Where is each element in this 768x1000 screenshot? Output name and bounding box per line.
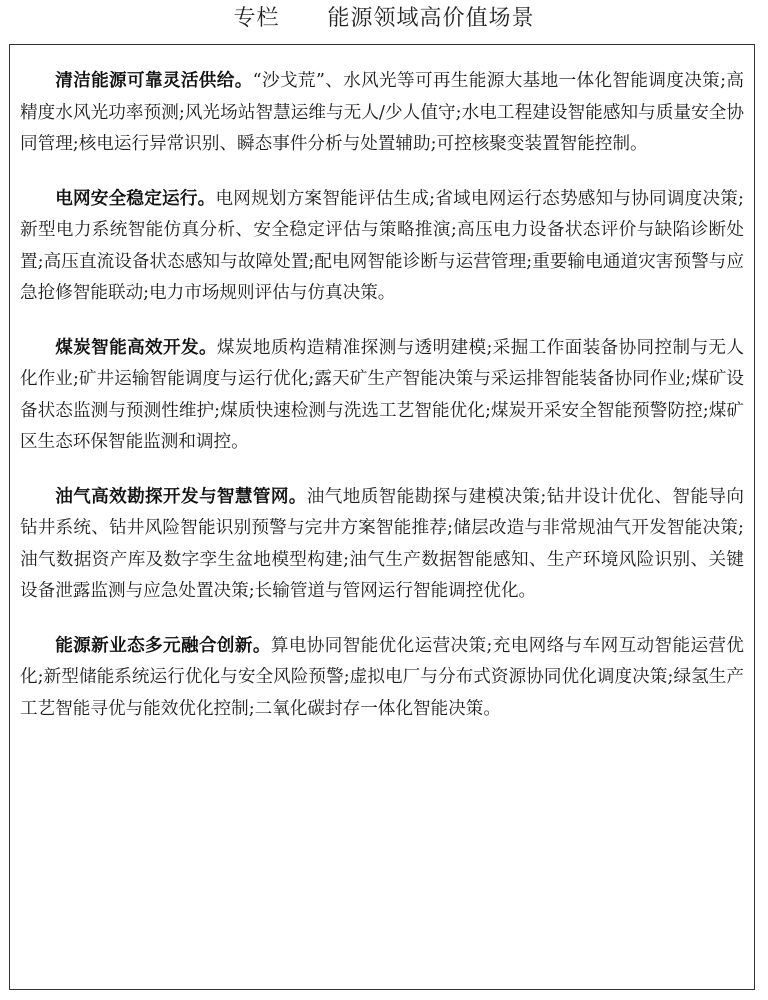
section-body: 煤炭地质构造精准探测与透明建模;采掘工作面装备协同控制与无人化作业;矿井运输智能调度与运行优化;露天矿生产智能决策与采运排智能装备协同作业;煤矿设备状态监测与预测性维护;煤质快速检测与洗选工艺智能优化;煤炭开采安全智能预警防控;煤矿区生态环保智能监测和调控。 <box>20 337 744 452</box>
section-heading: 电网安全稳定运行。 <box>55 187 216 209</box>
section-clean-energy <box>20 65 744 161</box>
section-body: 油气地质智能勘探与建模决策;钻井设计优化、智能导向钻井系统、钻井风险智能识别预警与完井方案智能推荐;储层改造与非常规油气开发智能决策;油气数据资产库及数字孪生盆地模型构建;油气生产数据智能感知、生产环境风险识别、关键设备泄露监测与应急处置决策;长输管道与管网运行智能调控优化。 <box>20 486 744 601</box>
section-heading: 油气高效勘探开发与智慧管网。 <box>55 485 307 507</box>
section-oil-gas <box>20 481 744 608</box>
section-heading: 清洁能源可靠灵活供给。 <box>55 70 253 91</box>
section-power-grid <box>20 183 744 310</box>
section-body: “沙戈荒”、水风光等可再生能源大基地一体化智能调度决策;高精度水风光功率预测;风光场站智慧运维与无人/少人值守;水电工程建设智能感知与质量安全协同管理;核电运行异常识别、瞬态事件分析与处置辅助;可控核聚变装置智能控制。 <box>20 71 744 154</box>
section-coal <box>20 332 744 459</box>
feature-box <box>9 44 755 990</box>
section-body: 电网规划方案智能评估生成;省域电网运行态势感知与协同调度决策;新型电力系统智能仿真分析、安全稳定评估与策略推演;高压电力设备状态评价与缺陷诊断处置;高压直流设备状态感知与故障处置;配电网智能诊断与运营管理;重要输电通道灾害预警与应急抢修智能联动;电力市场规则评估与仿真决策。 <box>20 188 744 303</box>
section-body: 算电协同智能优化运营决策;充电网络与车网互动智能运营优化;新型储能系统运行优化与安全风险预警;虚拟电厂与分布式资源协同优化调度决策;绿氢生产工艺智能寻优与能效优化控制;二氧化碳封存一体化智能决策。 <box>20 635 744 719</box>
section-heading: 煤炭智能高效开发。 <box>55 336 217 358</box>
page-title: 专栏 能源领域高价值场景 <box>233 6 535 31</box>
section-new-business <box>20 630 744 726</box>
section-heading: 能源新业态多元融合创新。 <box>55 634 271 656</box>
